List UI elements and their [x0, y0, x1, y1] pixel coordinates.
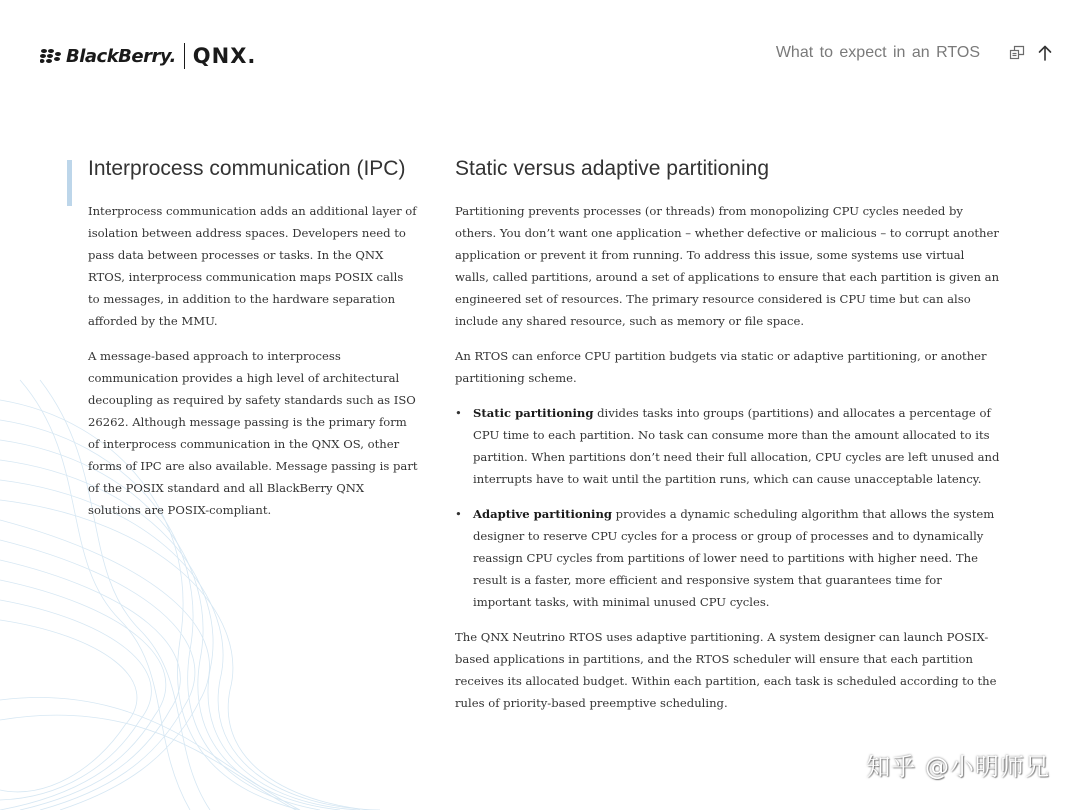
top-nav	[776, 44, 1054, 62]
arrow-up-icon[interactable]	[1036, 44, 1054, 62]
partitioning-column	[455, 156, 1000, 727]
list-item-adaptive	[455, 503, 1000, 613]
partitioning-paragraph-2: An RTOS can enforce CPU partition budgets via static or adaptive partitioning, or another partitioning scheme.	[455, 349, 987, 385]
logo-blackberry-text: BlackBerry.	[66, 45, 176, 67]
section-title: What to expect in an RTOS	[775, 44, 980, 61]
ipc-column	[88, 156, 418, 534]
adaptive-term: Adaptive partitioning	[473, 507, 612, 521]
logo-divider	[184, 43, 185, 69]
blackberry-dots-icon	[40, 48, 62, 64]
watermark: 知乎 @小明师兄	[866, 753, 1050, 781]
partitioning-list	[455, 402, 1000, 613]
ipc-paragraph-2: A message-based approach to interprocess communication provides a high level of architectural decoupling as required by safety standards such as ISO 26262. Although message passing is the primary form of interprocess communication in the QNX OS, other forms of IPC are also available. Message passing is part of the POSIX standard and all BlackBerry QNX solutions are POSIX-compliant.	[88, 349, 418, 517]
adaptive-description: provides a dynamic scheduling algorithm that allows the system designer to reserve CPU cycles for a process or group of processes and to dynamically reassign CPU cycles from partitions of lower need to partitions with higher need. The result is a faster, more efficient and responsive system that guarantees time for important tasks, with minimal unused CPU cycles.	[473, 507, 995, 609]
static-term: Static partitioning	[473, 406, 594, 420]
brand-logo	[40, 40, 256, 72]
partitioning-closing: The QNX Neutrino RTOS uses adaptive partitioning. A system designer can launch POSIX-based applications in partitions, and the RTOS scheduler will ensure that each partition receives its allocated budget. Within each partition, each task is scheduled according to the rules of priority-based preemptive scheduling.	[455, 630, 997, 710]
static-description: divides tasks into groups (partitions) and allocates a percentage of CPU time to each partition. No task can consume more than the amount allocated to its partition. When partitions don’t need their full allocation, CPU cycles are left unused and interrupts have to wait until the partition runs, which can cause unacceptable latency.	[473, 406, 1000, 486]
ipc-paragraph-1: Interprocess communication adds an additional layer of isolation between address spaces. Developers need to pass data between processes or tasks. In the QNX RTOS, interprocess communication maps POSIX calls to messages, in addition to the hardware separation afforded by the MMU.	[88, 204, 417, 328]
ipc-heading: Interprocess communication (IPC)	[88, 157, 406, 180]
partitioning-heading: Static versus adaptive partitioning	[455, 157, 770, 180]
list-item-static	[455, 402, 1000, 490]
logo-qnx-text: QNX.	[192, 44, 257, 68]
copy-icon[interactable]	[1008, 44, 1026, 62]
partitioning-paragraph-1: Partitioning prevents processes (or threads) from monopolizing CPU cycles needed by others. You don’t want one application – whether defective or malicious – to corrupt another application or prevent it from running. To address this issue, some systems use virtual walls, called partitions, around a set of applications to ensure that each partition is given an engineered set of resources. The primary resource considered is CPU time but can also include any shared resource, such as memory or file space.	[455, 204, 1000, 328]
section-accent-bar	[67, 160, 72, 206]
